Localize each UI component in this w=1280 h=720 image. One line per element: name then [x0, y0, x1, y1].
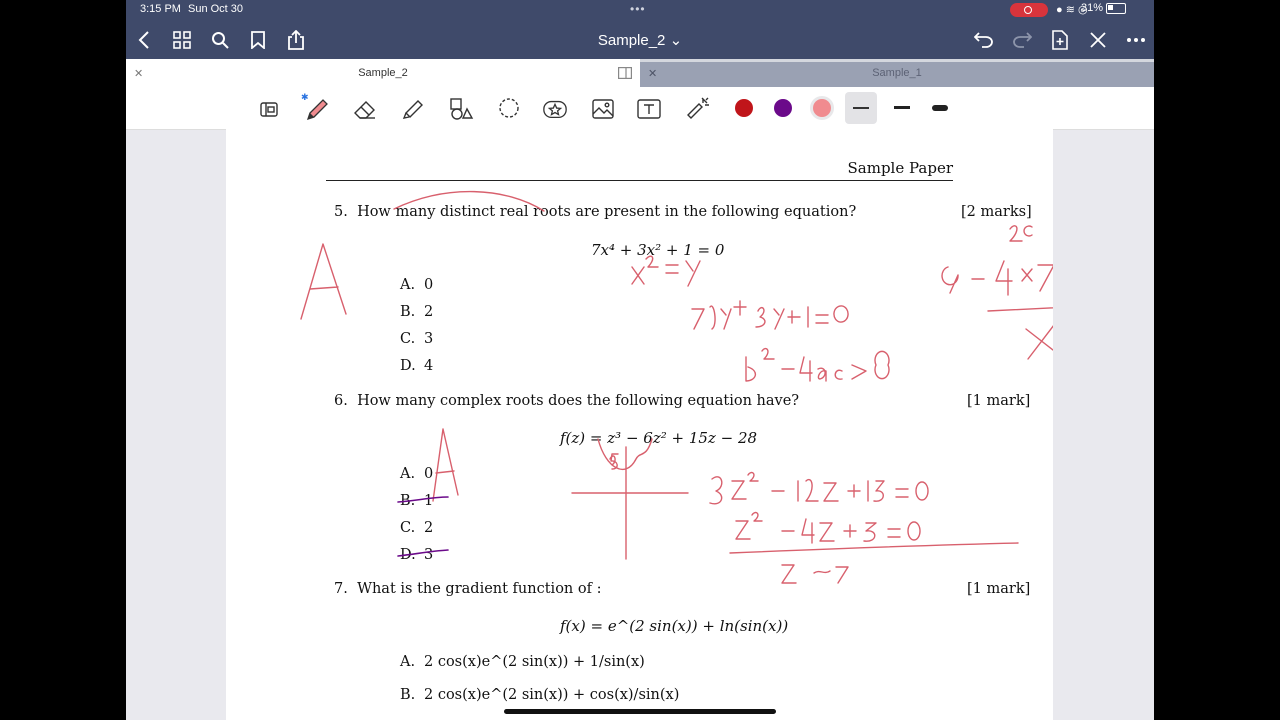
question-5-equation: 7x⁴ + 3x² + 1 = 0	[591, 241, 725, 259]
battery-icon	[1106, 3, 1126, 14]
color-swatch-pink[interactable]	[813, 99, 831, 117]
option-letter: A.	[400, 277, 416, 293]
tab-sample-1[interactable]	[640, 62, 1154, 87]
option-value: 1	[424, 493, 434, 509]
stroke-thick-line	[932, 105, 948, 111]
option-d[interactable]	[400, 547, 433, 563]
page-header: Sample Paper	[326, 159, 953, 181]
document-page[interactable]	[226, 129, 1053, 720]
option-b[interactable]	[400, 493, 433, 509]
option-c[interactable]	[400, 331, 433, 347]
option-value: 4	[424, 358, 434, 374]
tab-bar	[126, 59, 1154, 87]
option-a[interactable]	[400, 277, 433, 293]
tab-label: Sample_1	[872, 67, 922, 79]
battery-indicator	[1081, 2, 1126, 14]
battery-percent: 31%	[1080, 2, 1103, 14]
question-7-equation: f(x) = e^(2 sin(x)) + ln(sin(x))	[560, 617, 789, 635]
ink-q6-answer-a	[433, 429, 458, 501]
add-page-icon[interactable]	[1048, 28, 1072, 52]
option-value: 2 cos(x)e^(2 sin(x)) + 1/sin(x)	[424, 654, 645, 670]
text-icon[interactable]	[636, 96, 662, 122]
tab-sample-2[interactable]	[126, 59, 640, 87]
ink-q6-z-approx	[782, 565, 848, 583]
stroke-thick-button[interactable]	[924, 92, 956, 124]
option-value: 2 cos(x)e^(2 sin(x)) + cos(x)/sin(x)	[424, 687, 680, 703]
ink-q6-simplified	[736, 513, 920, 543]
screen-recording-icon[interactable]	[1010, 3, 1048, 17]
ink-q5-answer-a	[301, 244, 346, 319]
option-a[interactable]	[400, 466, 433, 482]
split-view-icon[interactable]	[618, 66, 632, 84]
highlighter-icon[interactable]	[400, 96, 426, 122]
image-icon[interactable]	[590, 96, 616, 122]
question-5	[334, 204, 856, 220]
option-value: 0	[424, 277, 434, 293]
option-letter: B.	[400, 687, 416, 703]
option-value: 2	[424, 304, 434, 320]
drawing-toolbar	[126, 87, 1154, 130]
option-value: 2	[424, 520, 434, 536]
multitasking-dots-icon[interactable]: •••	[630, 2, 646, 16]
stroke-medium-button[interactable]	[886, 92, 918, 124]
option-letter: A.	[400, 466, 416, 482]
question-text: What is the gradient function of :	[357, 581, 602, 597]
ink-q6-small-five	[611, 454, 618, 469]
option-value: 3	[424, 331, 434, 347]
home-indicator[interactable]	[504, 709, 776, 714]
question-6	[334, 393, 799, 409]
laser-icon[interactable]	[684, 96, 710, 122]
stroke-thin-button[interactable]	[845, 92, 877, 124]
option-value: 3	[424, 547, 434, 563]
ink-q5-underline	[988, 305, 1053, 311]
color-swatch-purple[interactable]	[774, 99, 792, 117]
question-7	[334, 581, 601, 597]
lasso-icon[interactable]	[496, 96, 522, 122]
option-value: 0	[424, 466, 434, 482]
option-b[interactable]	[400, 687, 679, 703]
more-options-icon[interactable]	[1124, 28, 1148, 52]
ink-q6-graph	[572, 439, 688, 559]
question-number: 6.	[334, 393, 348, 409]
option-a[interactable]	[400, 654, 645, 670]
ink-q5-discriminant	[746, 349, 889, 381]
ink-q6-derivative	[710, 473, 928, 504]
option-letter: D.	[400, 547, 416, 563]
document-title[interactable]: Sample_2 ⌄	[597, 32, 683, 49]
ink-q5-inequality	[942, 261, 1053, 295]
option-d[interactable]	[400, 358, 433, 374]
eraser-icon[interactable]	[352, 96, 378, 122]
question-text: How many complex roots does the following equation have?	[357, 393, 800, 409]
option-letter: B.	[400, 304, 416, 320]
status-date: Sun Oct 30	[188, 3, 244, 15]
option-letter: C.	[400, 520, 416, 536]
ink-q5-quadratic	[692, 301, 848, 329]
option-letter: D.	[400, 358, 416, 374]
question-7-marks: [1 mark]	[967, 581, 1031, 597]
tab-label: Sample_2	[358, 67, 408, 79]
question-5-marks: [2 marks]	[961, 204, 1032, 220]
option-letter: C.	[400, 331, 416, 347]
shapes-icon[interactable]	[448, 96, 474, 122]
undo-icon[interactable]	[972, 28, 996, 52]
ink-q6-underline	[730, 543, 1018, 553]
ink-q5-28	[1010, 226, 1032, 241]
option-letter: A.	[400, 654, 416, 670]
stroke-thin-line	[853, 107, 869, 109]
close-editing-icon[interactable]	[1086, 28, 1110, 52]
top-bar	[126, 0, 1154, 59]
status-time: 3:15 PM	[140, 3, 181, 15]
question-text: How many distinct real roots are present in the following equation?	[357, 204, 857, 220]
question-number: 5.	[334, 204, 348, 220]
ipad-screen	[126, 0, 1154, 720]
ink-q5-x2-eq-y	[632, 256, 700, 286]
color-swatch-red[interactable]	[735, 99, 753, 117]
ink-q5-cross	[1026, 325, 1053, 359]
stroke-medium-line	[894, 106, 910, 109]
bluetooth-icon: ✱	[301, 92, 309, 102]
sticker-icon[interactable]	[542, 96, 568, 122]
question-6-marks: [1 mark]	[967, 393, 1031, 409]
system-icons: ● ≋ ◎	[1056, 4, 1088, 16]
question-6-equation: f(z) = z³ − 6z² + 15z − 28	[560, 429, 758, 447]
option-b[interactable]	[400, 304, 433, 320]
option-letter: B.	[400, 493, 416, 509]
redo-icon[interactable]	[1010, 28, 1034, 52]
close-tab-icon[interactable]: ✕	[134, 68, 144, 80]
option-c[interactable]	[400, 520, 433, 536]
close-tab-icon[interactable]: ✕	[648, 68, 658, 80]
page-icon[interactable]	[256, 96, 282, 122]
question-number: 7.	[334, 581, 348, 597]
